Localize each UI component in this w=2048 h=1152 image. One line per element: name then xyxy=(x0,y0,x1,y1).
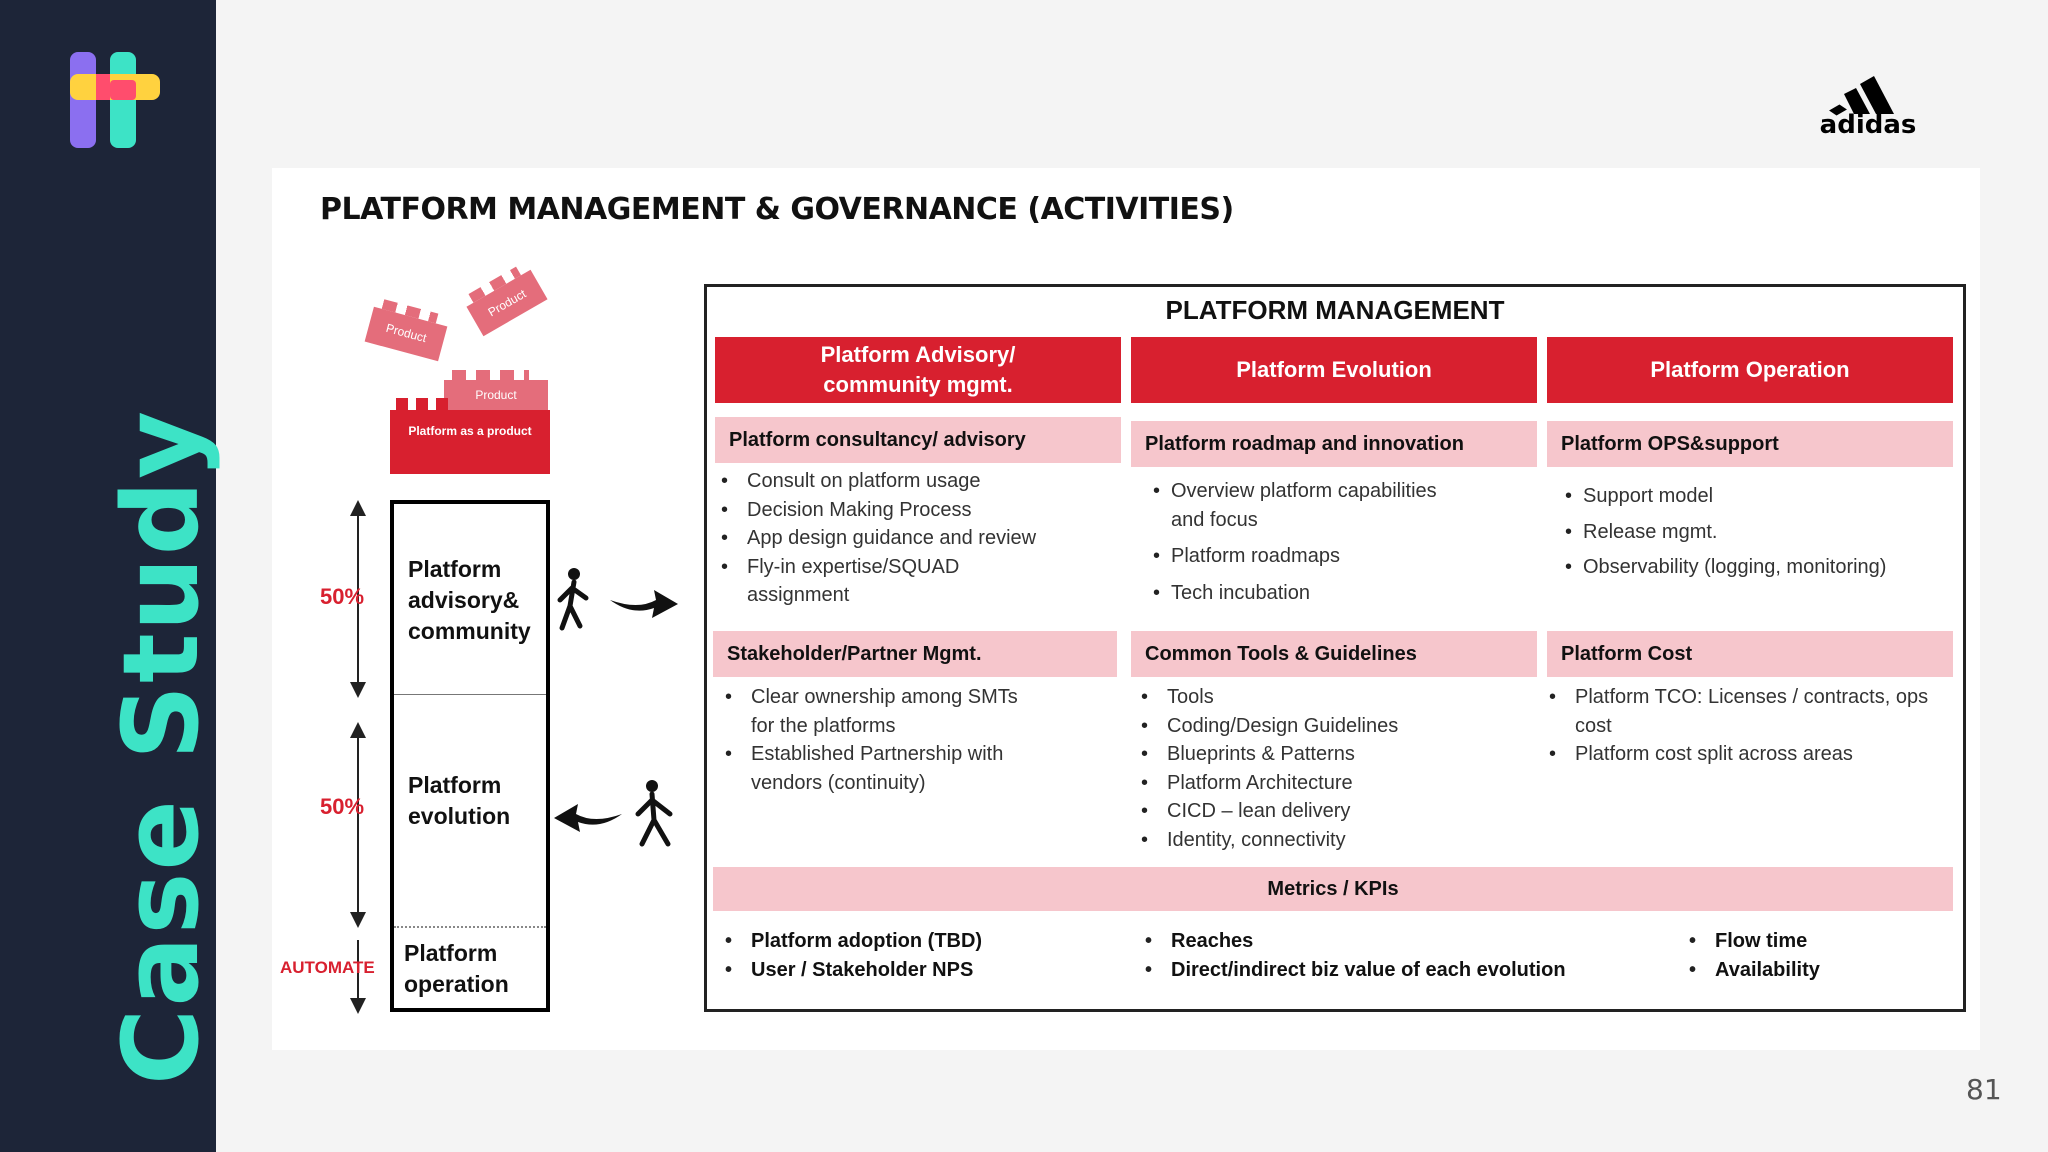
list-item: • Observability (logging, monitoring) xyxy=(1565,550,1965,586)
product-brick: Product xyxy=(365,307,448,361)
bullet-list xyxy=(1565,479,1965,586)
metrics-header: Metrics / KPIs xyxy=(713,867,1953,911)
list-item: • Established Partnership with vendors (continuity) xyxy=(719,740,1019,797)
percentage-label: 50% xyxy=(320,794,365,819)
brand-logo-icon xyxy=(68,50,162,150)
section-header: Platform consultancy/ advisory xyxy=(715,417,1121,463)
platform-as-product-block: Platform as a product xyxy=(390,410,550,474)
column-header-advisory: Platform Advisory/ community mgmt. xyxy=(715,337,1121,403)
column-header-evolution: Platform Evolution xyxy=(1131,337,1537,403)
list-item: • Clear ownership among SMTs for the platforms xyxy=(719,683,1019,740)
list-item: • Platform Architecture xyxy=(1135,769,1515,798)
automate-label: AUTOMATE xyxy=(280,958,375,977)
list-item: • App design guidance and review xyxy=(715,524,1115,553)
stack-item-operation: Platform operation xyxy=(404,940,509,997)
section-header: Stakeholder/Partner Mgmt. xyxy=(713,631,1117,677)
list-item: • Support model xyxy=(1565,479,1965,515)
section-header: Platform OPS&support xyxy=(1547,421,1953,467)
section-header: Platform roadmap and innovation xyxy=(1131,421,1537,467)
percentage-label: 50% xyxy=(320,584,365,609)
timeline-arrows xyxy=(350,500,366,1020)
svg-text:adidas: adidas xyxy=(1820,110,1916,136)
stack-item-evolution: Platform evolution xyxy=(408,772,511,829)
page-number: 81 xyxy=(1966,1073,2002,1106)
slide-content xyxy=(272,168,1980,1050)
stack-item-advisory: Platform advisory& community xyxy=(408,556,531,644)
metrics-list xyxy=(1139,927,1639,984)
list-item: • Flow time xyxy=(1683,927,1933,956)
case-study-title: Case Study xyxy=(100,408,222,1085)
section-header: Platform Cost xyxy=(1547,631,1953,677)
metrics-list xyxy=(719,927,1119,984)
activity-stack xyxy=(390,500,550,1012)
list-item: • Tech incubation xyxy=(1153,579,1453,608)
list-item: • Fly-in expertise/SQUAD assignment xyxy=(715,553,1045,610)
bullet-list xyxy=(1543,683,1963,769)
column-header-operation: Platform Operation xyxy=(1547,337,1953,403)
walking-person-icon xyxy=(628,778,688,852)
bullet-list xyxy=(1153,477,1453,607)
list-item: • Overview platform capabilities and focus xyxy=(1153,477,1453,534)
list-item: • Reaches xyxy=(1139,927,1639,956)
list-item: • Blueprints & Patterns xyxy=(1135,740,1515,769)
sidebar xyxy=(0,0,222,1152)
bullet-list xyxy=(719,683,1019,797)
slide-title: PLATFORM MANAGEMENT & GOVERNANCE (ACTIVITIES) xyxy=(320,192,1234,227)
list-item: • Coding/Design Guidelines xyxy=(1135,712,1515,741)
list-item: • Release mgmt. xyxy=(1565,515,1965,551)
bullet-list xyxy=(1135,683,1515,854)
stack-divider xyxy=(394,694,546,695)
arrow-right-icon xyxy=(608,586,680,620)
panel-title: PLATFORM MANAGEMENT xyxy=(1165,295,1505,325)
list-item: • Availability xyxy=(1683,956,1933,985)
arrow-left-icon xyxy=(552,800,624,834)
product-brick: Product xyxy=(466,270,547,336)
list-item: • Consult on platform usage xyxy=(715,467,1115,496)
platform-management-panel xyxy=(704,284,1966,1012)
list-item: • Platform cost split across areas xyxy=(1543,740,1963,769)
list-item: • Platform TCO: Licenses / contracts, ops cost xyxy=(1543,683,1963,740)
list-item: • CICD – lean delivery xyxy=(1135,797,1515,826)
stack-divider xyxy=(394,926,546,928)
metrics-list xyxy=(1683,927,1933,984)
list-item: • Direct/indirect biz value of each evolution xyxy=(1139,956,1639,985)
list-item: • Platform adoption (TBD) xyxy=(719,927,1119,956)
list-item: • User / Stakeholder NPS xyxy=(719,956,1119,985)
product-brick: Product xyxy=(444,380,548,410)
adidas-logo xyxy=(1820,70,1916,136)
section-header: Common Tools & Guidelines xyxy=(1131,631,1537,677)
list-item: • Platform roadmaps xyxy=(1153,542,1453,571)
list-item: • Identity, connectivity xyxy=(1135,826,1515,855)
bullet-list xyxy=(715,467,1115,610)
list-item: • Decision Making Process xyxy=(715,496,1115,525)
list-item: • Tools xyxy=(1135,683,1515,712)
